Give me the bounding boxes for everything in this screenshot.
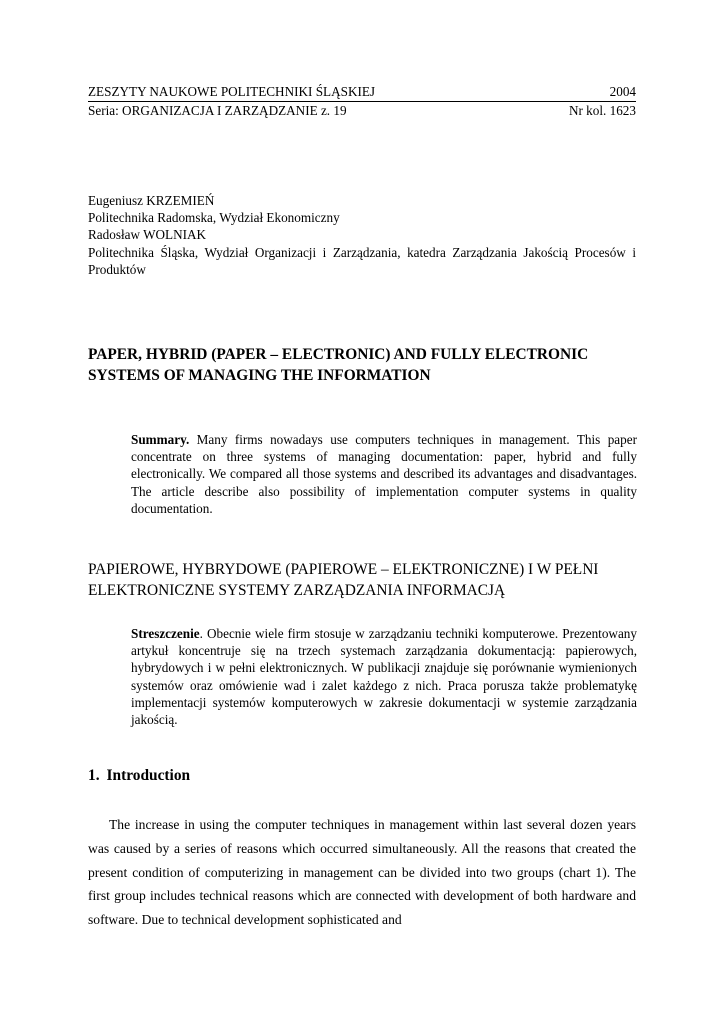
abstract-polish [131,625,637,728]
abstract-label: Streszczenie [131,626,200,641]
section-heading [88,765,190,786]
paper-title-polish: PAPIEROWE, HYBRYDOWE (PAPIEROWE – ELEKTRONICZNE) I W PEŁNI ELEKTRONICZNE SYSTEMY ZARZĄDZANIA INFORMACJĄ [88,561,599,599]
author-affiliation: Politechnika Śląska, Wydział Organizacji i Zarządzania, katedra Zarządzania Jakością Procesów i Produktów [88,244,636,277]
abstract-text: . Obecnie wiele firm stosuje w zarządzaniu techniki komputerowe. Prezentowany artykuł koncentruje się na trzech systemach zarządzania dokumentacją: papierowych, hybrydowych i w pełni elektronicznych. W publikacji znajduje się porównanie wymienionych systemów oraz omówienie wad i zalet każdego z nich. Praca porusza także problematykę implementacji systemów komputerowych w zakresie dokumentacji w systemie zarządzania jakością. [131,626,637,728]
author-name: Radosław WOLNIAK [88,227,207,243]
header-rule [88,101,636,102]
body-paragraph: The increase in using the computer techniques in management within last several dozen years was caused by a series of reasons which occurred simultaneously. All the reasons that created the present condition of computerizing in management can be divided into two groups (chart 1). The first group includes technical reasons which are connected with development of both hardware and software. Due to technical development sophisticated and [88,817,636,928]
section-title: Introduction [106,767,191,784]
paper-title-english: PAPER, HYBRID (PAPER – ELECTRONIC) AND FULLY ELECTRONIC SYSTEMS OF MANAGING THE INFORMATION [88,346,589,384]
author-affiliation: Politechnika Radomska, Wydział Ekonomiczny [88,210,340,226]
series-line [88,103,636,119]
abstract-english [131,431,637,517]
author-block [88,192,636,278]
journal-name: ZESZYTY NAUKOWE POLITECHNIKI ŚLĄSKIEJ [88,84,376,99]
author-name: Eugeniusz KRZEMIEŃ [88,193,215,208]
journal-series: Seria: ORGANIZACJA I ZARZĄDZANIE z. 19 [88,103,347,118]
journal-year: 2004 [609,84,636,99]
journal-number: Nr kol. 1623 [568,103,636,118]
abstract-text: Many firms nowadays use computers techniques in management. This paper concentrate on three systems of managing documentation: paper, hybrid and fully electronically. We compared all those systems and described its advantages and disadvantages. The article describe also possibility of implementation computer systems in quality documentation. [131,432,637,516]
section-number: 1. [88,767,100,784]
abstract-label: Summary. [131,432,190,447]
running-header [88,84,636,100]
